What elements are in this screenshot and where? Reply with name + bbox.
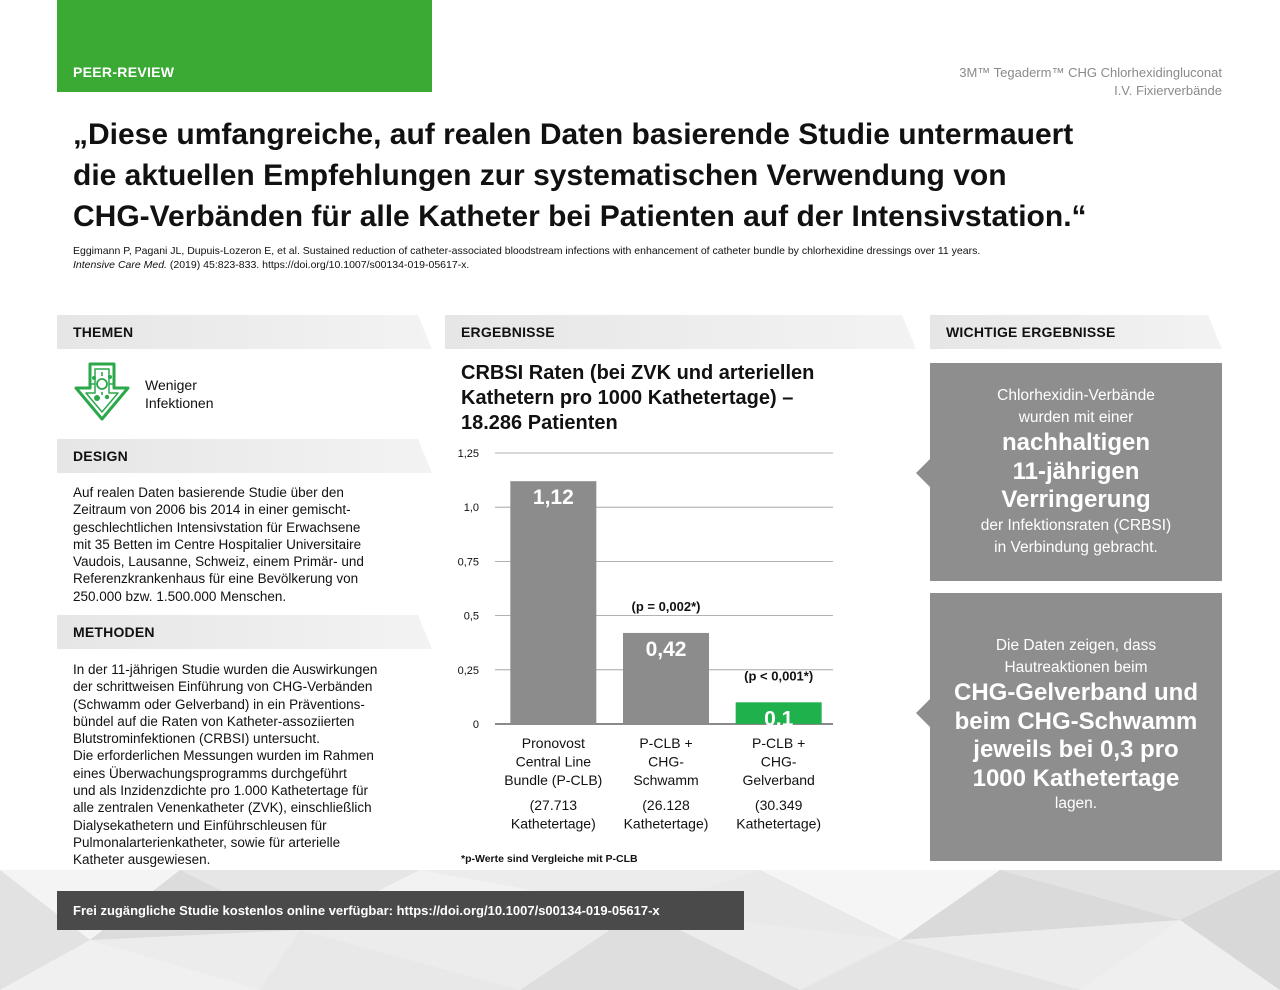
- crbsi-bar-chart: [445, 440, 845, 880]
- y-tick-label: 1,0: [463, 502, 479, 515]
- callout-highlight: nachhaltigen: [1001, 429, 1151, 456]
- p-value-label: (p = 0,002*): [631, 598, 701, 614]
- chart-footnote: *p-Werte sind Vergleiche mit P-CLB: [461, 853, 638, 865]
- callout-text: wurden mit einer: [1018, 409, 1134, 426]
- peer-review-banner: [57, 0, 432, 92]
- chart-title-line: 18.286 Patienten: [461, 412, 618, 434]
- themen-heading: THEMEN: [57, 315, 432, 349]
- callout-highlight: 11-jährigen: [1012, 457, 1140, 485]
- x-sublabel: (30.349: [754, 797, 803, 813]
- callout-highlight: beim CHG-Schwamm: [954, 707, 1198, 735]
- citation-authors: Eggimann P, Pagani JL, Dupuis-Lozeron E, et al. Sustained reduction of catheter-associated bloodstream infections with enhancement of catheter bundle by chlorhexidine dressings over 11 years.: [73, 245, 981, 257]
- y-tick-label: 0,25: [457, 664, 479, 677]
- key-result-box-2: [930, 593, 1222, 861]
- design-line: Auf realen Daten basierende Studie über den: [73, 485, 344, 500]
- x-sublabel: Kathetertage): [623, 815, 709, 832]
- methoden-line: Pulmonalarterienkatheter, sowie für arterielle: [73, 834, 341, 850]
- x-category-label: CHG-: [648, 753, 684, 770]
- callout-highlight: jeweils bei 0,3 pro: [973, 736, 1179, 763]
- citation-journal: Intensive Care Med.: [73, 259, 167, 271]
- design-line: Referenzkrankenhaus für eine Bevölkerung von: [73, 571, 359, 587]
- callout-highlight: CHG-Gelverband und: [953, 679, 1199, 706]
- callout-text: Hautreaktionen beim: [1004, 659, 1148, 676]
- wichtige-heading: WICHTIGE ERGEBNISSE: [930, 315, 1222, 349]
- methoden-line: In der 11-jährigen Studie wurden die Auswirkungen: [73, 662, 378, 677]
- design-line: Vaudois, Lausanne, Schweiz, einem Primär- und: [73, 554, 364, 570]
- citation: [73, 244, 1223, 272]
- headline-quote: [73, 114, 1213, 237]
- callout-highlight: Verringerung: [1001, 486, 1151, 513]
- product-name: [959, 64, 1222, 100]
- bar-value-label: 0,42: [645, 637, 687, 661]
- callout-highlight: 1000 Kathetertage: [972, 764, 1180, 792]
- x-sublabel: Kathetertage): [736, 815, 822, 832]
- theme-label: [145, 376, 214, 412]
- x-category-label: Schwamm: [633, 772, 699, 788]
- methoden-line: Blutstrominfektionen (CRBSI) untersucht.: [73, 731, 320, 747]
- design-line: mit 35 Betten im Centre Hospitalier Universitaire: [73, 536, 362, 552]
- theme-label-line: Infektionen: [145, 395, 214, 411]
- x-category-label: Central Line: [515, 753, 592, 770]
- methoden-line: eines Überwachungsprogramms durchgeführt: [73, 765, 347, 781]
- x-category-label: CHG-: [760, 753, 797, 770]
- key-result-box-1: [930, 363, 1222, 581]
- y-tick-label: 0,5: [463, 610, 479, 623]
- methoden-line: bündel auf die Raten von Katheter-assoziierten: [73, 713, 355, 729]
- design-heading: DESIGN: [57, 439, 432, 473]
- x-category-label: Bundle (P-CLB): [504, 772, 603, 788]
- chart-title: [461, 361, 881, 436]
- methoden-line: (Schwamm oder Gelverband) in ein Präventions-: [73, 696, 365, 712]
- p-value-label: (p < 0,001*): [744, 668, 814, 684]
- x-category-label: P-CLB +: [752, 735, 806, 751]
- methoden-line: alle zentralen Venenkatheter (ZVK), einschließlich: [73, 800, 372, 816]
- design-line: 250.000 bzw. 1.500.000 Menschen.: [73, 588, 287, 604]
- ergebnisse-heading: ERGEBNISSE: [445, 315, 916, 349]
- product-line-1: 3M™ Tegaderm™ CHG Chlorhexidingluconat: [959, 65, 1222, 80]
- x-sublabel: Kathetertage): [510, 815, 596, 832]
- callout-text: Die Daten zeigen, dass: [995, 637, 1157, 654]
- x-category-label: P-CLB +: [639, 735, 693, 751]
- bar: [510, 481, 596, 724]
- x-sublabel: (27.713: [529, 797, 578, 813]
- y-tick-label: 0,75: [457, 556, 479, 569]
- methoden-line: und als Inzidenzdichte pro 1.000 Kathetertage für: [73, 783, 368, 799]
- headline-line: „Diese umfangreiche, auf realen Daten basierende Studie untermauert: [73, 118, 1074, 151]
- methoden-heading: METHODEN: [57, 615, 432, 649]
- x-category-label: Pronovost: [521, 735, 585, 751]
- callout-text: in Verbindung gebracht.: [994, 538, 1158, 556]
- y-tick-label: 0: [472, 719, 479, 731]
- methoden-line: der schrittweisen Einführung von CHG-Verbänden: [73, 679, 373, 695]
- headline-line: die aktuellen Empfehlungen zur systematischen Verwendung von: [73, 159, 1007, 192]
- infection-reduction-icon: [73, 362, 131, 422]
- citation-details: (2019) 45:823-833. https://doi.org/10.1007/s00134-019-05617-x.: [166, 259, 470, 271]
- citation-source: [73, 258, 1223, 272]
- y-tick-label: 1,25: [457, 448, 479, 460]
- chart-title-line: CRBSI Raten (bei ZVK und arteriellen: [461, 362, 815, 384]
- methoden-line: Katheter ausgewiesen.: [73, 852, 211, 868]
- design-text: [73, 484, 423, 605]
- methoden-line: Dialysekathetern und Einführschleusen für: [73, 817, 327, 833]
- x-sublabel: (26.128: [642, 797, 690, 813]
- design-line: Zeitraum von 2006 bis 2014 in einer gemischt-: [73, 502, 351, 518]
- x-category-label: Gelverband: [742, 772, 815, 788]
- bar-value-label: 0,1: [764, 707, 794, 731]
- design-line: geschlechtlichen Intensivstation für Erwachsene: [73, 519, 361, 535]
- headline-line: CHG-Verbänden für alle Katheter bei Patienten auf der Intensivstation.“: [73, 200, 1087, 233]
- peer-review-label: PEER-REVIEW: [73, 64, 175, 80]
- chart-title-line: Kathetern pro 1000 Kathetertage) –: [461, 387, 794, 409]
- methoden-line: Die erforderlichen Messungen wurden im Rahmen: [73, 748, 374, 764]
- polygon-background: [0, 870, 1280, 990]
- product-line-2: I.V. Fixierverbände: [1114, 83, 1222, 98]
- bar-value-label: 1,12: [532, 486, 574, 510]
- callout-text: lagen.: [1054, 795, 1098, 812]
- theme-label-line: Weniger: [145, 377, 197, 393]
- methoden-text: [73, 661, 423, 869]
- callout-text: der Infektionsraten (CRBSI): [980, 516, 1172, 534]
- callout-text: Chlorhexidin-Verbände: [997, 387, 1155, 404]
- footer-link-bar[interactable]: Frei zugängliche Studie kostenlos online verfügbar: https://doi.org/10.1007/s00134-019-05617-x: [57, 891, 744, 930]
